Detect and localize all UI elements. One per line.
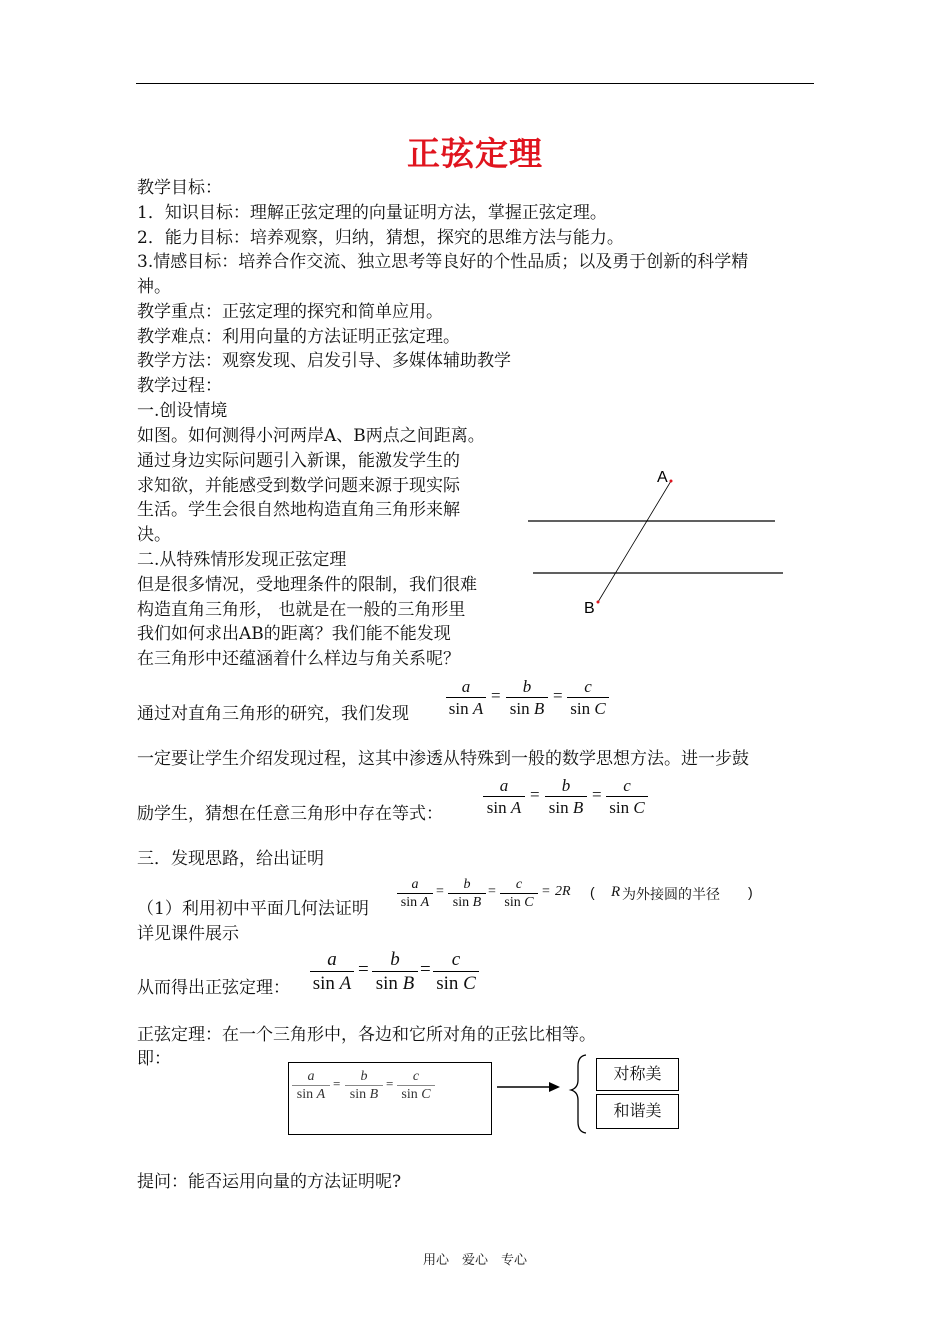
- river-figure: [520, 460, 790, 620]
- text-line: 正弦定理：在一个三角形中，各边和它所对角的正弦比相等。: [137, 1025, 596, 1045]
- fraction-c: c sin C: [397, 1068, 435, 1103]
- page-footer: 用心 爱心 专心: [422, 1253, 527, 1268]
- fraction-b: b sin B: [545, 775, 587, 818]
- text-line: 通过身边实际问题引入新课，能激发学生的: [137, 451, 460, 471]
- text-line: 构造直角三角形， 也就是在一般的三角形里: [137, 600, 466, 620]
- text-line: 教学方法：观察发现、启发引导、多媒体辅助教学: [137, 351, 511, 371]
- arrow-head-icon: [549, 1082, 560, 1092]
- text-line: 生活。学生会很自然地构造直角三角形来解: [137, 500, 460, 520]
- text-line: 励学生，猜想在任意三角形中存在等式：: [137, 804, 443, 824]
- section-heading: 三．发现思路，给出证明: [137, 849, 324, 869]
- text-line: 求知欲，并能感受到数学问题来源于现实际: [137, 476, 460, 496]
- text-line: 教学重点：正弦定理的探究和简单应用。: [137, 302, 443, 322]
- equals-sign: =: [553, 686, 563, 705]
- segment-ab: [598, 481, 671, 602]
- fraction-a: a sin A: [483, 775, 525, 818]
- text-line: 教学难点：利用向量的方法证明正弦定理。: [137, 327, 460, 347]
- brace-icon: [571, 1055, 586, 1133]
- equals-sign: =: [420, 959, 431, 980]
- page-title: 正弦定理: [407, 134, 543, 173]
- diagram-arrow-brace: [494, 1052, 604, 1142]
- point-a-label: A: [657, 469, 668, 486]
- equals-sign: =: [386, 1076, 394, 1091]
- text-line: 2．能力目标：培养观察，归纳，猜想，探究的思维方法与能力。: [137, 228, 624, 248]
- text-line: 提问：能否运用向量的方法证明呢?: [137, 1172, 402, 1192]
- fraction-b: b sin B: [448, 876, 486, 911]
- fraction-a: a sin A: [310, 948, 354, 995]
- fraction-b: b sin B: [506, 676, 548, 719]
- text-line: 神。: [137, 277, 171, 297]
- equals-sign: =: [436, 884, 444, 899]
- fraction-a: a sin A: [292, 1068, 330, 1103]
- text-line: 即：: [137, 1049, 171, 1069]
- text-line: 教学目标：: [137, 178, 222, 198]
- header-rule: [136, 83, 814, 84]
- equals-sign: =: [592, 785, 602, 804]
- text-line: 但是很多情况，受地理条件的限制，我们很难: [137, 575, 477, 595]
- point-b-label: B: [584, 600, 595, 617]
- fraction-c: c sin C: [500, 876, 538, 911]
- text-line: 一定要让学生介绍发现过程，这其中渗透从特殊到一般的数学思想方法。进一步鼓: [137, 749, 749, 769]
- label-harmony: 和谐美: [596, 1094, 679, 1129]
- text-line: 3.情感目标：培养合作交流、独立思考等良好的个性品质；以及勇于创新的科学精: [137, 252, 749, 272]
- text-line: 在三角形中还蕴涵着什么样边与角关系呢？: [137, 649, 460, 669]
- two-r: 2R: [555, 884, 571, 899]
- point-b-marker: [597, 601, 600, 604]
- fraction-b: b sin B: [345, 1068, 383, 1103]
- equals-sign: =: [488, 884, 496, 899]
- text-line: （1）利用初中平面几何法证明: [137, 899, 369, 919]
- radius-note: 为外接圆的半径: [622, 887, 720, 903]
- text-line: 从而得出正弦定理：: [137, 978, 290, 998]
- fraction-c: c sin C: [433, 948, 479, 995]
- section-heading: 一.创设情境: [137, 401, 228, 421]
- text-line: 教学过程：: [137, 376, 222, 396]
- text-line: 决。: [137, 525, 171, 545]
- text-line: 我们如何求出AB的距离？我们能不能发现: [137, 624, 451, 644]
- equals-sign: =: [358, 959, 369, 980]
- text-line: 如图。如何测得小河两岸A、B两点之间距离。: [137, 426, 485, 446]
- section-heading: 二.从特殊情形发现正弦定理: [137, 550, 347, 570]
- fraction-c: c sin C: [567, 676, 609, 719]
- text-line: 通过对直角三角形的研究，我们发现: [137, 704, 409, 724]
- equals-sign: =: [530, 785, 540, 804]
- radius-note-open: (: [590, 884, 595, 900]
- equals-sign: =: [491, 686, 501, 705]
- text-line: 1．知识目标：理解正弦定理的向量证明方法，掌握正弦定理。: [137, 203, 607, 223]
- point-a-marker: [670, 480, 673, 483]
- equals-sign: =: [333, 1076, 341, 1091]
- radius-note-close: ): [748, 884, 753, 900]
- fraction-c: c sin C: [606, 775, 648, 818]
- fraction-a: a sin A: [397, 876, 433, 911]
- text-line: 详见课件展示: [137, 924, 239, 944]
- equals-sign: =: [542, 884, 550, 899]
- fraction-b: b sin B: [372, 948, 418, 995]
- label-symmetry: 对称美: [596, 1058, 679, 1091]
- radius-var: R: [611, 884, 621, 900]
- fraction-a: a sin A: [446, 676, 486, 719]
